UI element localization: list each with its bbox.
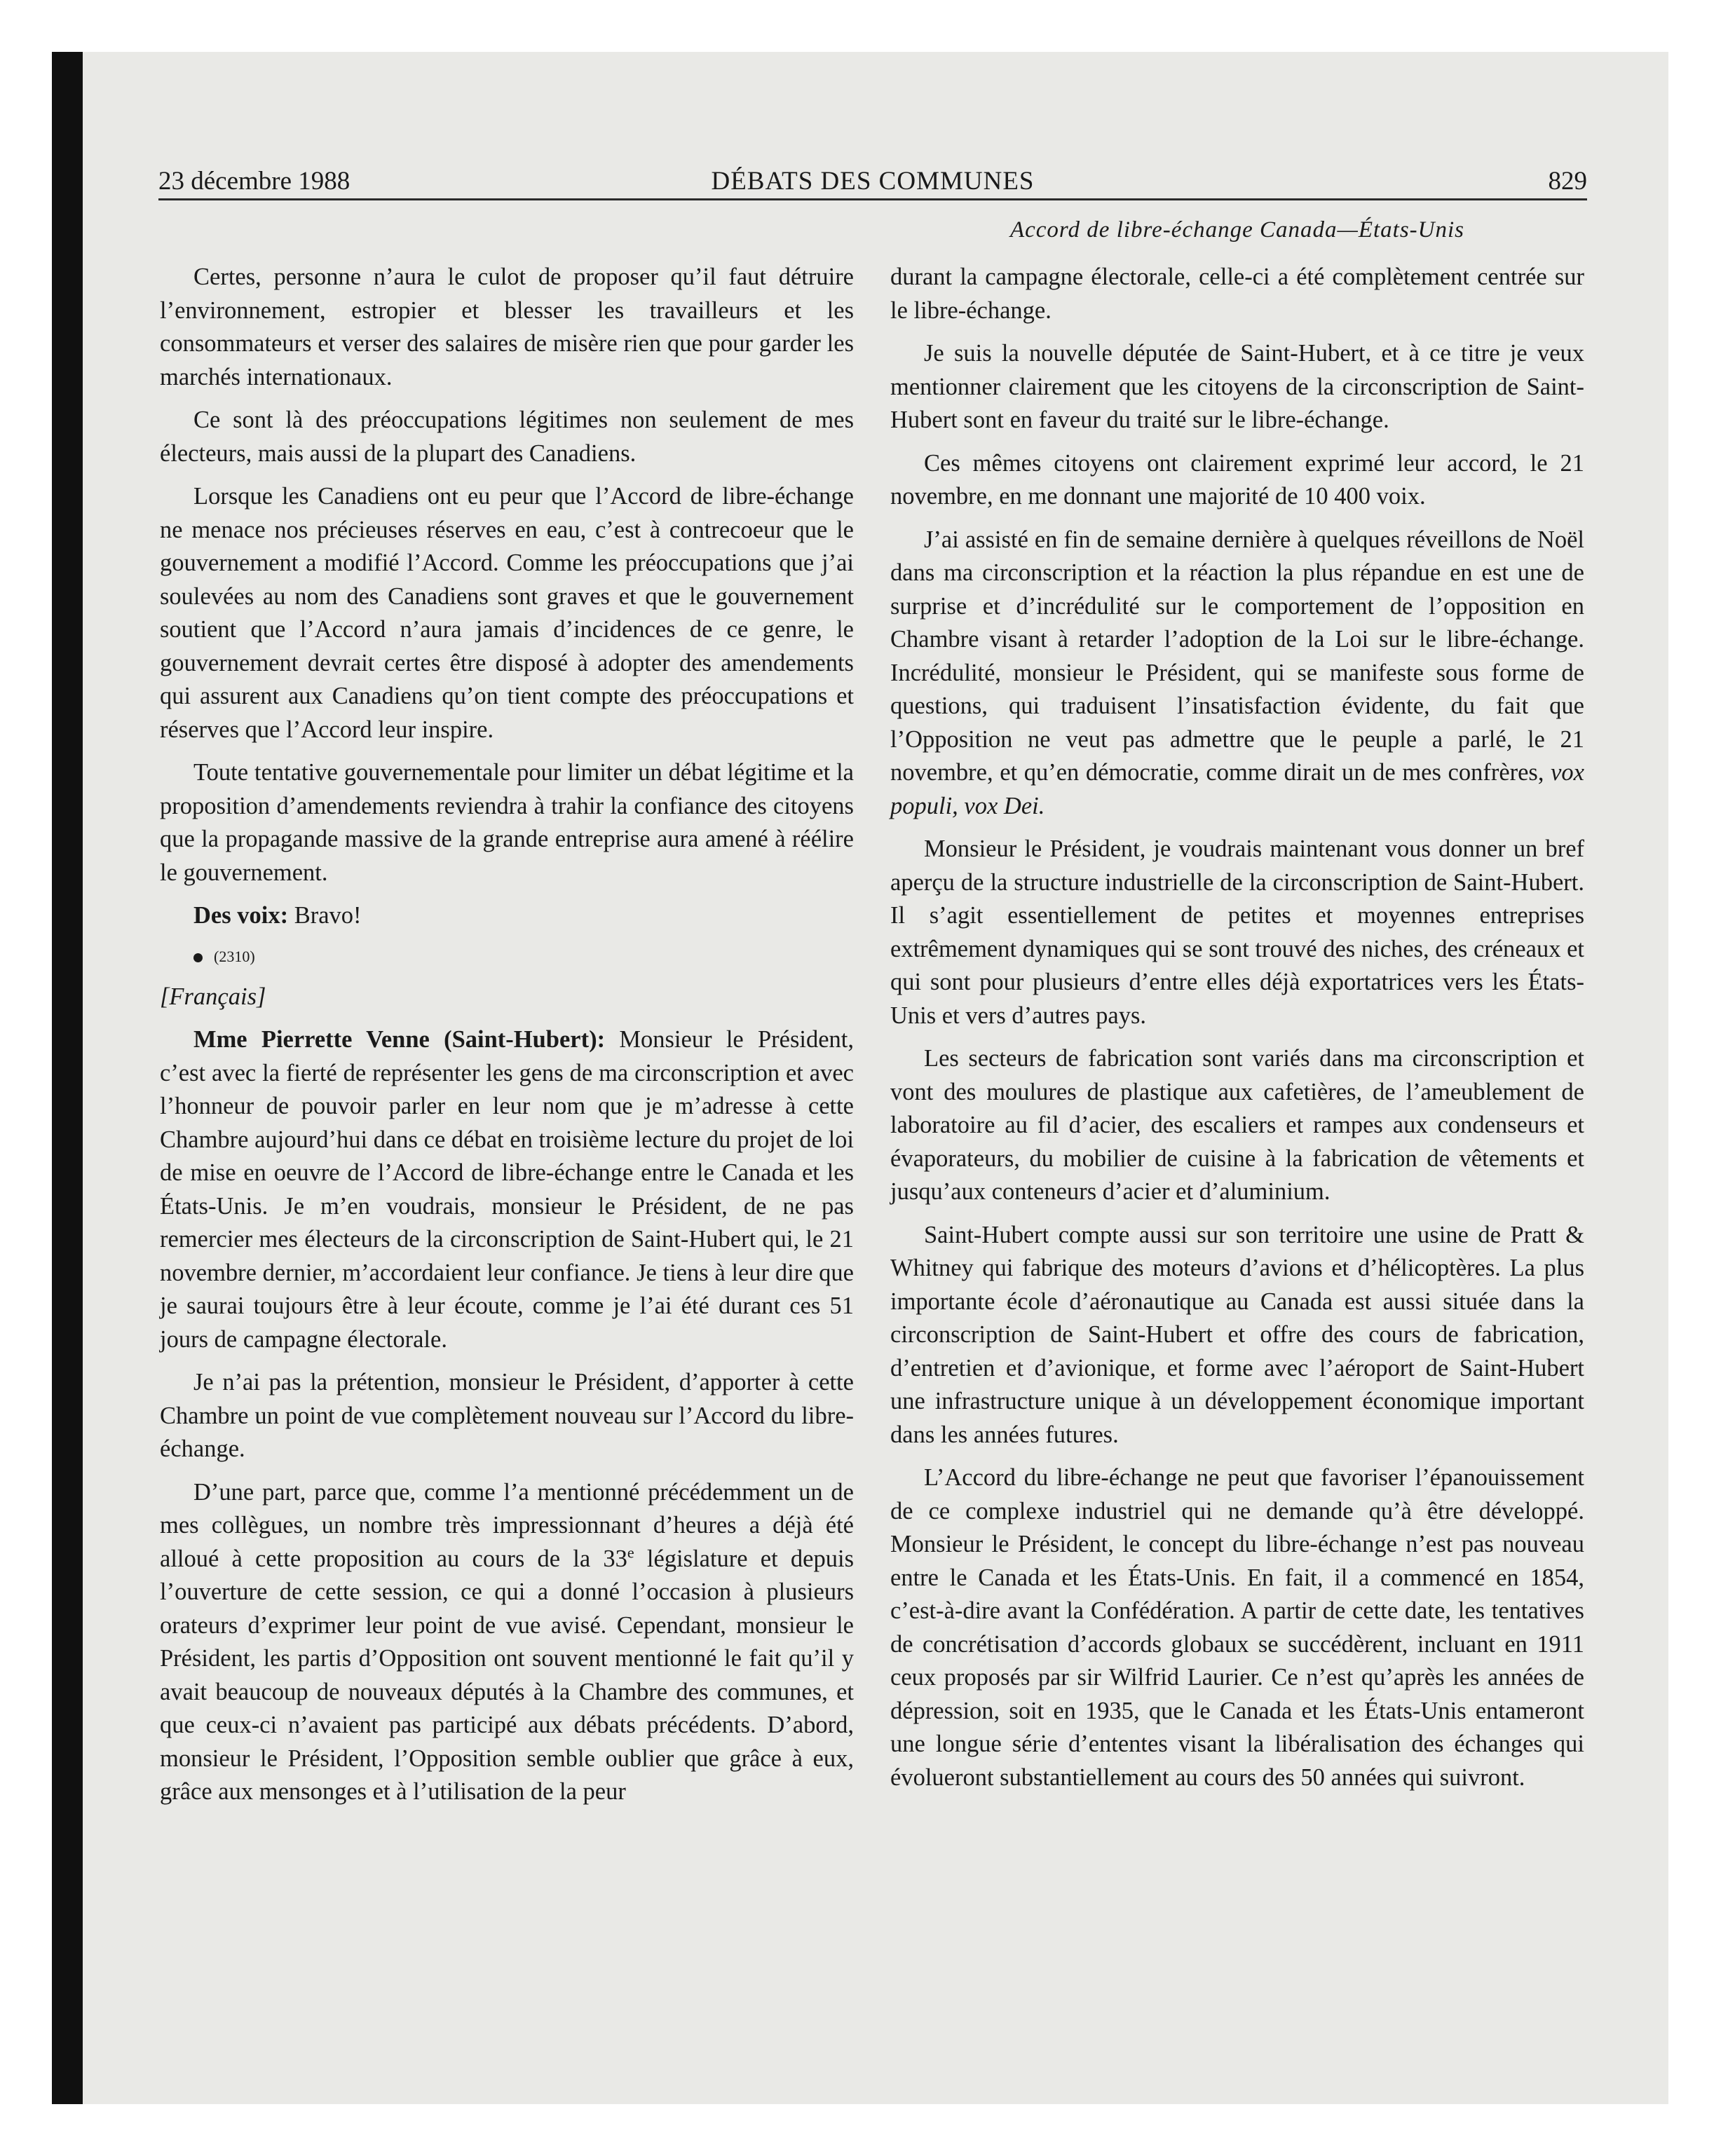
speech-text: Monsieur le Président, c’est avec la fierté de représenter les gens de ma circonscription et avec l’honneur de pouvoir parler en leur nom que je m’adresse à cette Chambre aujourd’hui dans ce débat en troisième lecture du projet de loi de mise en oeuvre de l’Accord de libre-échange entre le Canada et les États-Unis. Je m’en voudrais, monsieur le Président, de ne pas remercier mes électeurs de la circonscription de Saint-Hubert qui, le 21 novembre dernier, m’accordaient leur confiance. Je tiens à leur dire que je saurai toujours être à leur écoute, comme je l’ai été durant ces 51 jours de campagne électorale.	[160, 1026, 854, 1353]
left-column	[160, 261, 854, 1819]
paragraph: Certes, personne n’aura le culot de proposer qu’il faut détruire l’environnement, estropier et blesser les travailleurs et les consommateurs et verser des salaires de misère rien que pour garder les marchés internationaux.	[160, 264, 854, 390]
bullet-icon	[193, 953, 203, 962]
right-column	[890, 261, 1584, 1804]
paragraph: Les secteurs de fabrication sont variés dans ma circonscription et vont des moulures de plastique aux cafetières, de l’ameublement de laboratoire au fil d’acier, des escaliers et rampes aux condenseurs et évaporateurs, du mobilier de cuisine à la fabrication de vêtements et jusqu’aux conteneurs d’acier et d’aluminium.	[890, 1045, 1584, 1205]
interjection	[160, 899, 854, 933]
page-number: 829	[1548, 167, 1587, 196]
speech-opening	[160, 1023, 854, 1356]
interjection-label: Des voix:	[193, 902, 289, 929]
paragraph	[160, 1476, 854, 1809]
header-title: DÉBATS DES COMMUNES	[711, 167, 1035, 196]
speaker-name: Mme Pierrette Venne (Saint-Hubert):	[193, 1026, 606, 1053]
paragraph-text: J’ai assisté en fin de semaine dernière à quelques réveillons de Noël dans ma circonscription et la réaction la plus répandue en est une de surprise et d’incrédulité sur le comportement de l’opposition en Chambre visant à retarder l’adoption de la Loi sur le libre-échange. Incrédulité, monsieur le Président, qui se manifeste sous forme de questions, qui traduisent l’insatisfaction évidente, du fait que l’Opposition ne veut pas admettre que le peuple a parlé, le 21 novembre, et qu’en démocratie, comme dirait un de mes confrères,	[890, 526, 1584, 786]
paragraph: Je n’ai pas la prétention, monsieur le Président, d’apporter à cette Chambre un point de vue complètement nouveau sur l’Accord du libre-échange.	[160, 1369, 854, 1462]
binding-edge	[52, 52, 83, 2104]
header-rule	[158, 198, 1587, 200]
paragraph: Monsieur le Président, je voudrais maintenant vous donner un bref aperçu de la structure industrielle de la circonscription de Saint-Hubert. Il s’agit essentiellement de petites et moyennes entreprises extrêmement dynamiques qui se sont trouvé des niches, des créneaux et qui sont pour plusieurs d’entre elles déjà exportatrices vers les États-Unis et vers d’autres pays.	[890, 835, 1584, 1029]
header-date: 23 décembre 1988	[158, 167, 351, 196]
paragraph: Lorsque les Canadiens ont eu peur que l’Accord de libre-échange ne menace nos précieuses réserves en eau, c’est à contrecoeur que le gouvernement a modifié l’Accord. Comme les préoccupations que j’ai soulevées au nom des Canadiens sont graves et que le gouvernement soutient que l’Accord n’aura jamais d’incidences de ce genre, le gouvernement devrait certes être disposé à adopter des amendements qui assurent aux Canadiens qu’on tient compte des préoccupations et réserves que l’Accord leur inspire.	[160, 483, 854, 743]
section-subheader: Accord de libre-échange Canada—États-Unis	[1009, 217, 1465, 243]
latin-phrase: vox populi, vox Dei.	[890, 759, 1584, 819]
language-marker: [Français]	[160, 983, 266, 1010]
paragraph: durant la campagne électorale, celle-ci a été complètement centrée sur le libre-échange.	[890, 264, 1584, 324]
interjection-text: Bravo!	[294, 902, 362, 929]
page-header	[158, 165, 1587, 198]
paragraph: Ces mêmes citoyens ont clairement exprimé leur accord, le 21 novembre, en me donnant une majorité de 10 400 voix.	[890, 449, 1584, 510]
paragraph: Ce sont là des préoccupations légitimes non seulement de mes électeurs, mais aussi de la plupart des Canadiens.	[160, 407, 854, 467]
time-marker	[160, 943, 854, 971]
paragraph	[890, 524, 1584, 824]
superscript: e	[627, 1543, 634, 1561]
paragraph-text: législature et depuis l’ouverture de cette session, ce qui a donné l’occasion à plusieurs orateurs d’exprimer leur point de vue avisé. Cependant, monsieur le Président, les partis d’Opposition ont souvent mentionné le fait qu’il y avait beaucoup de nouveaux députés à la Chambre des communes, et que ceux-ci n’avaient pas participé aux débats précédents. D’abord, monsieur le Président, l’Opposition semble oublier que grâce à eux, grâce aux mensonges et à l’utilisation de la peur	[160, 1545, 854, 1805]
paragraph-text: D’une part, parce que, comme l’a mentionné précédemment un de mes collègues, un nombre très impressionnant d’heures a déjà été alloué à cette proposition au cours de la 33	[160, 1478, 854, 1572]
paragraph: Saint-Hubert compte aussi sur son territoire une usine de Pratt & Whitney qui fabrique des moteurs d’avions et d’hélicoptères. La plus importante école d’aéronautique au Canada est aussi située dans la circonscription de Saint-Hubert et offre des cours de fabrication, d’entretien et d’avionique, et forme avec l’aéroport de Saint-Hubert une infrastructure unique à un développement économique important dans les années futures.	[890, 1221, 1584, 1448]
paragraph: Toute tentative gouvernementale pour limiter un débat légitime et la proposition d’amendements reviendra à trahir la confiance des citoyens que la propagande massive de la grande entreprise aura amené à réélire le gouvernement.	[160, 759, 854, 886]
time-marker-text: (2310)	[214, 947, 255, 965]
paragraph: L’Accord du libre-échange ne peut que favoriser l’épanouissement de ce complexe industriel qui ne demande qu’à être développé. Monsieur le Président, le concept du libre-échange n’est pas nouveau entre le Canada et les États-Unis. En fait, il a commencé en 1854, c’est-à-dire avant la Confédération. A partir de cette date, les tentatives de concrétisation d’accords globaux se succédèrent, incluant en 1911 ceux proposés par sir Wilfrid Laurier. Ce n’est qu’après les années de dépression, soit en 1935, que le Canada et les États-Unis entameront une longue série d’ententes visant la libéralisation des échanges qui évolueront substantiellement au cours des 50 années qui suivront.	[890, 1464, 1584, 1791]
paragraph: Je suis la nouvelle députée de Saint-Hubert, et à ce titre je veux mentionner clairement que les citoyens de la circonscription de Saint-Hubert sont en faveur du traité sur le libre-échange.	[890, 340, 1584, 433]
